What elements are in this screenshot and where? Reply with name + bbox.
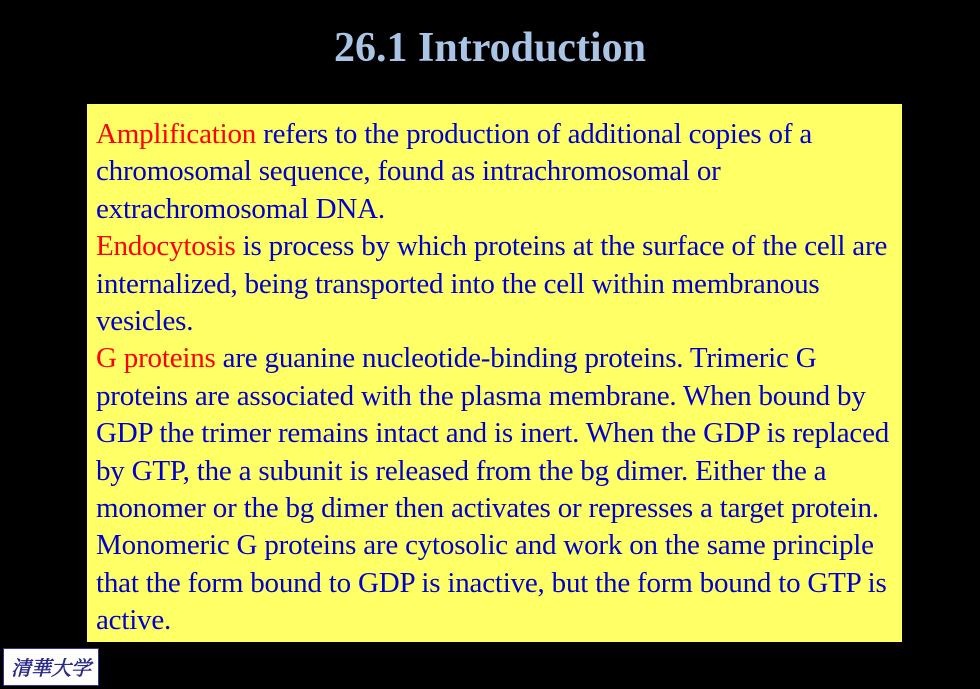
term-g-proteins: G proteins [96, 342, 216, 375]
definition-amplification [96, 116, 892, 228]
term-endocytosis: Endocytosis [96, 230, 236, 263]
university-logo [3, 648, 99, 686]
definition-g-proteins [96, 340, 892, 639]
logo-text: 清華大学 [11, 656, 91, 680]
definition-amplification-text: refers to the production of additional copies of a chromosomal sequence, found as intrachromosomal or extrachromosomal DNA. [96, 118, 813, 225]
university-calligraphy-logo-icon [7, 652, 95, 682]
slide-title: 26.1 Introduction [334, 25, 646, 71]
definition-g-proteins-text: are guanine nucleotide-binding proteins. Trimeric G proteins are associated with the plasma membrane. When bound by GDP the trimer remains intact and is inert. When the GDP is replaced by GTP, the a subunit is released from the bg dimer. Either the a monomer or the bg dimer then activates or represses a target protein. Monomeric G proteins are cytosolic and work on the same principle that the form bound to GDP is inactive, but the form bound to GTP is active. [96, 342, 890, 637]
definition-endocytosis-text: is process by which proteins at the surface of the cell are internalized, being transported into the cell within membranous vesicles. [96, 230, 888, 338]
definition-endocytosis [96, 228, 892, 340]
definitions-box [87, 104, 902, 642]
term-amplification: Amplification [96, 118, 257, 150]
